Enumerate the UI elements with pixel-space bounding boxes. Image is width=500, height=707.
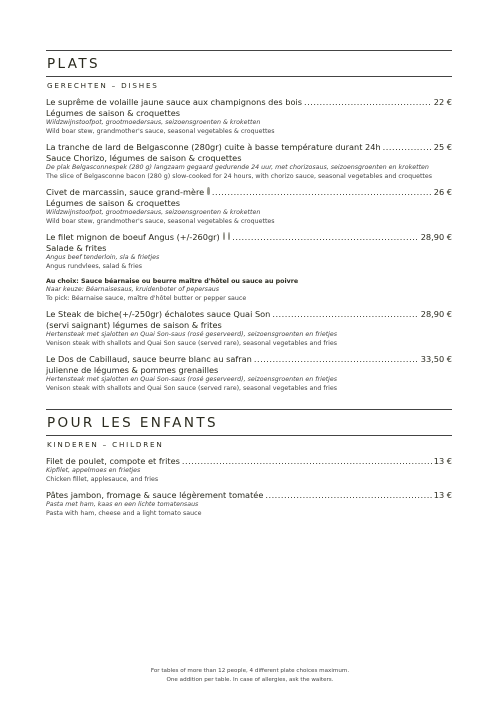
dish-price: 28,90 € [420,309,452,319]
leader-dots [272,309,418,320]
section-subtitle-plats: GERECHTEN – DISHES [47,81,159,90]
dish-price: 25 € [433,142,452,152]
dish-sides: (servi saignant) légumes de saison & frites [46,320,222,330]
menu-item [46,97,452,136]
leader-dots [232,232,418,243]
dish-sides: Légumes de saison & croquettes [46,198,181,208]
dish-translation-nl: Pasta met ham, kaas en een lichte tomatensaus [46,501,199,508]
dish-translation-nl: Hertensteak met sjalotten en Quai Son-saus (rosé geserveerd), seizoensgroenten en frietjes [46,331,338,338]
dish-translation-en: Pasta with ham, cheese and a light tomato sauce [46,509,202,517]
dish-price: 28,90 € [420,232,452,242]
dish-name: Le Dos de Cabillaud, sauce beurre blanc au safran [46,354,252,364]
footer-line-2: One addition per table. In case of allergies, ask the waiters. [166,677,334,683]
divider [46,50,452,51]
menu-item [46,142,452,181]
dish-name: Pâtes jambon, fromage & sauce légèrement tomatée [46,490,264,500]
leader-dots [254,354,419,365]
leader-dots [304,97,432,108]
dish-name: Civet de marcassin, sauce grand-mère [46,187,205,197]
section-title-plats: PLATS [47,56,100,72]
menu-item [46,456,452,484]
dish-name: Filet de poulet, compote et frites [46,456,180,466]
sauce-choice [46,277,452,303]
dish-name: La tranche de lard de Belgasconne (280gr) cuite à basse température durant 24h [46,142,381,152]
divider [46,435,452,436]
leaf-icon [228,232,230,240]
leader-dots [383,142,432,153]
menu-item [46,187,452,226]
dish-price: 26 € [433,187,452,197]
menu-item [46,232,452,271]
dish-name: Le Steak de biche(+/-250gr) échalotes sauce Quai Son [46,309,271,319]
dish-translation-nl: Kipfilet, appelmoes en frietjes [46,467,141,474]
section-title-enfants: POUR LES ENFANTS [47,415,218,431]
dish-translation-nl: Angus beef tenderloin, sla & frietjes [46,254,160,261]
footer-line-1: For tables of more than 12 people, 4 different plate choices maximum. [150,668,350,674]
dish-sides: Légumes de saison & croquettes [46,108,181,118]
dish-translation-en: Wild boar stew, grandmother's sauce, seasonal vegetables & croquettes [46,217,275,225]
sauce-choice-heading: Au choix: Sauce béarnaise ou beurre maître d'hôtel ou sauce au poivre [46,278,299,285]
menu-item [46,309,452,348]
divider [46,76,452,77]
dish-name: Le suprême de volaille jaune sauce aux champignons des bois [46,97,303,107]
divider [46,409,452,410]
section-subtitle-enfants: KINDEREN – CHILDREN [47,440,164,449]
dish-translation-en: Chicken fillet, applesauce, and fries [46,475,159,483]
sauce-choice-en: To pick: Béarnaise sauce, maître d'hôtel butter or pepper sauce [46,294,247,302]
dish-translation-en: Venison steak with shallots and Quai Son sauce (served rare), seasonal vegetables and fries [46,339,338,347]
dish-translation-nl: Wildzwijnstoofpot, grootmoedersaus, seizoensgroenten & kroketten [46,209,261,216]
leader-dots [182,456,432,467]
dish-translation-nl: De plak Belgasconnespek (280 g) langzaam gegaard gedurende 24 uur, met chorizosaus, seizoensgroenten en kroketten [46,164,429,171]
dish-name: Le filet mignon de boeuf Angus (+/-260gr) [46,232,220,242]
dish-price: 33,50 € [420,354,452,364]
dish-sides: julienne de légumes & pommes grenailles [46,365,219,375]
menu-page [46,50,452,524]
dish-translation-en: Wild boar stew, grandmother's sauce, seasonal vegetables & croquettes [46,127,275,135]
sauce-choice-nl: Naar keuze: Béarnaisesaus, kruidenboter of pepersaus [46,286,220,293]
dish-translation-nl: Wildzwijnstoofpot, grootmoedersaus, seizoensgroenten & kroketten [46,119,261,126]
leaf-icon [223,232,225,240]
footer-note [0,667,500,685]
leaf-icon [207,187,210,195]
dish-price: 13 € [433,490,452,500]
dish-translation-en: The slice of Belgasconne bacon (280 g) slow-cooked for 24 hours, with chorizo sauce, seasonal vegetables and croquettes [46,172,433,180]
dish-sides: Salade & frites [46,243,107,253]
dish-translation-nl: Hertensteak met sjalotten en Quai Son-saus (rosé geserveerd), seizoensgroenten en frietjes [46,376,338,383]
dish-price: 13 € [433,456,452,466]
dish-sides: Sauce Chorizo, légumes de saison & croquettes [46,153,242,163]
dish-translation-en: Angus rundvlees, salad & fries [46,262,143,270]
dish-translation-en: Venison steak with shallots and Quai Son sauce (served rare), seasonal vegetables and fries [46,384,338,392]
menu-item [46,490,452,518]
dish-price: 22 € [433,97,452,107]
leader-dots [265,490,431,501]
leader-dots [212,187,432,198]
menu-item [46,354,452,393]
